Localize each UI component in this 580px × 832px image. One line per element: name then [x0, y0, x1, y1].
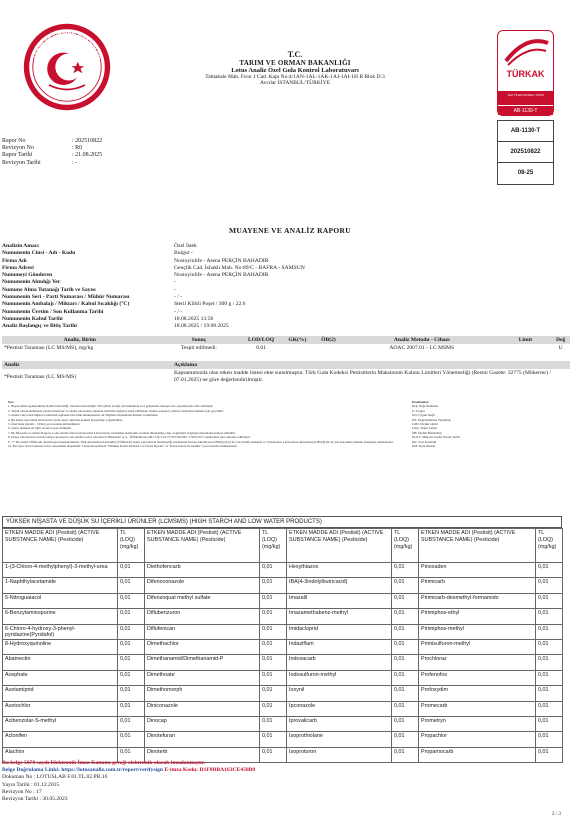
col-loq-4: TL (LOQ) (mg/kg) [536, 529, 563, 563]
result-method: AOAC 2007.01 - LC MSMS [389, 345, 455, 351]
pesticide-name: Aclonifen [3, 732, 118, 747]
verify-line [2, 767, 482, 774]
meta-key: Revizyon No [2, 145, 34, 152]
info-row [2, 287, 402, 294]
pesticide-loq: 0,01 [536, 624, 563, 639]
lab-city: Avcılar İSTANBUL/TÜRKİYE [260, 80, 330, 86]
lab-header [160, 50, 430, 86]
abbreviation-line: LOQ: Tespit Limiti [412, 426, 437, 431]
pesticide-loq: 0,01 [118, 732, 145, 747]
turkak-accreditation-logo [497, 30, 554, 116]
pesticide-name: Acephate [3, 670, 118, 685]
pesticide-loq: 0,01 [118, 747, 145, 762]
abbreviation-line: DY: Değerlendirme Yapılmadı [412, 417, 451, 422]
col-substance-2: ETKEN MADDE ADI (Pestisit) (ACTIVE SUBSTANCE NAME) (Pesticide) [145, 529, 260, 563]
col-result: Sonuç [157, 336, 240, 344]
pesticide-loq: 0,01 [392, 609, 419, 624]
pesticide-row [3, 563, 563, 578]
pesticide-loq: 0,01 [536, 716, 563, 731]
ministry-name: TARIM VE ORMAN BAKANLIĞI [239, 59, 351, 67]
pesticide-name: Diniconazole [145, 701, 260, 716]
meta-row [2, 152, 102, 159]
pesticide-name: Iodosulfuron-methyl [287, 670, 392, 685]
meta-row [2, 160, 102, 167]
lab-address: Tahtakale Mah. Fırın 1 Cad. Kapı No:4/1AN-1AL-1AK-1AJ-1AI-1H B Blok D:3 [205, 74, 385, 80]
pesticide-name: Pirimicarb [419, 578, 536, 593]
pesticide-loq: 0,01 [392, 593, 419, 608]
pesticide-row [3, 624, 563, 639]
doc-number: Dokuman No : LOTUSLAB F.01.TL.02.PR.16 [2, 774, 108, 781]
pesticide-loq: 0,01 [536, 747, 563, 762]
pesticide-name: Diflufenican [145, 624, 260, 639]
pesticide-loq: 0,01 [260, 639, 287, 654]
pesticide-name: Dinotefuran [145, 732, 260, 747]
pesticide-loq: 0,01 [118, 609, 145, 624]
pesticide-loq: 0,01 [392, 639, 419, 654]
pesticide-row [3, 701, 563, 716]
pesticide-name: Dimethachlor [145, 639, 260, 654]
pesticide-row [3, 655, 563, 670]
pesticide-loq: 0,01 [536, 639, 563, 654]
pesticide-loq: 0,01 [392, 578, 419, 593]
pesticide-loq: 0,01 [118, 655, 145, 670]
explanation-header-row [2, 361, 570, 369]
pesticide-header-row [3, 529, 563, 563]
pesticide-name: Pirimicarb-desmethyl-formamido [419, 593, 536, 608]
ministry-tc: T.C. [287, 50, 303, 59]
col-loq-3: TL (LOQ) (mg/kg) [392, 529, 419, 563]
publish-date: Yayın Tarihi : 01.12.2015 [2, 781, 60, 788]
pesticide-name: Dinocap [145, 716, 260, 731]
pesticide-name: Indaziflam [287, 639, 392, 654]
pesticide-name: Dinoterb [145, 747, 260, 762]
pesticide-name: Ioxynil [287, 686, 392, 701]
ministry-seal-logo [22, 22, 112, 112]
report-number-box: 202510822 [498, 142, 553, 163]
pesticide-loq: 0,01 [260, 670, 287, 685]
col-loq-2: TL (LOQ) (mg/kg) [260, 529, 287, 563]
col-ob: ÖB(2) [313, 336, 344, 344]
pesticide-loq: 0,01 [118, 701, 145, 716]
info-key: Numunenin Üretim / Son Kullanma Tarihi [2, 308, 104, 315]
info-value: 18.08.2025 / 19.08.2025 [174, 323, 229, 330]
pesticide-loq: 0,01 [118, 716, 145, 731]
pesticide-name: Acetochlor [3, 701, 118, 716]
pesticide-loq: 0,01 [260, 701, 287, 716]
result-limit [499, 344, 551, 352]
info-key: Analiz Başlangıç ve Bitiş Tarihi [2, 323, 77, 330]
note-line: 2. Taslak olarak numunede yapılan muayene ve analiz sonucunda yukarıda belirtilen değerler tespit edilmiştir. Analiz sonuçları yalnızca belirtilen numune için geçerlidir. [8, 408, 224, 413]
pesticide-name: Difenzoquat methyl sulfate [145, 593, 260, 608]
pesticide-name: Iprovalicarb [287, 716, 392, 731]
pesticide-loq: 0,01 [392, 747, 419, 762]
info-value: Gençlik Cad. İshaklı Mah. No:89/C - BAFRA - SAMSUN [174, 264, 305, 271]
document-footer [2, 760, 482, 803]
pesticide-name: Imazalil [287, 593, 392, 608]
pesticide-loq: 0,01 [118, 563, 145, 578]
accreditation-number: AB-1130-T [498, 121, 553, 142]
pesticide-loq: 0,01 [536, 732, 563, 747]
results-header-row [2, 336, 570, 344]
pesticide-row [3, 593, 563, 608]
pesticide-name: Promecarb [419, 701, 536, 716]
accreditation-box [497, 120, 554, 185]
pesticide-loq: 0,01 [392, 563, 419, 578]
meta-value: : R0 [72, 145, 83, 152]
abbreviation-line: Değ: Değerlendirme [412, 404, 439, 409]
info-row [2, 323, 402, 330]
pesticide-row [3, 609, 563, 624]
meta-key: Rapor Tarihi [2, 152, 33, 159]
meta-row [2, 138, 102, 145]
abbreviation-line: GK: Geri Kazanım [412, 439, 437, 444]
pesticide-loq: 0,01 [392, 624, 419, 639]
pesticide-name: IBA(4-3indolylbutricacid) [287, 578, 392, 593]
meta-key: Rapor No [2, 138, 26, 144]
col-substance-1: ETKEN MADDE ADI (Pestisit) (ACTIVE SUBSTANCE NAME) (Pesticide) [3, 529, 118, 563]
abbreviation-line: KM: Kuru Madde [412, 444, 436, 449]
note-line: 8. Deney laboratuvarı olarak faaliyet gösteren Lotus Analiz Gıda Laboratuvar Hizmetleri A.Ş., TÜRKAK'tan AB-1130-T ile TS EN ISO/IEC 17025:2017 standardına göre akredite edilmiştir. [8, 435, 251, 440]
pesticide-loq: 0,01 [260, 686, 287, 701]
info-value: - / - [174, 294, 183, 301]
pesticide-loq: 0,01 [260, 732, 287, 747]
result-gk [282, 344, 313, 352]
info-row [2, 272, 402, 279]
pesticide-name: Profoxydim [419, 686, 536, 701]
pesticide-loq: 0,01 [260, 563, 287, 578]
pesticide-loq: 0,01 [260, 716, 287, 731]
report-meta [2, 138, 102, 167]
note-line: 4. Bu analiz raporunun laboratuvar yazılı onayı olmadan kısmen kopyalanıp çoğaltılamaz. [8, 417, 123, 422]
expl-description: Kapsamımızda olan etken madde listesi ekte sunulmuştur. Türk Gıda Kodeksi Pestisitlerin Maksimum Kalıntı Limitleri Yönetmeliği (Resmi Gazete: 32775 (Mükerrer) / 07.01.2025) ne göre değerlendirilmiştir. [174, 370, 551, 383]
lab-name: Lotus Analiz Özel Gıda Kontrol Laboratuvarı [231, 67, 359, 74]
abbreviation-line: UD: Uygun Değil [412, 413, 435, 418]
pesticide-loq: 0,01 [536, 686, 563, 701]
pesticide-name: Ipconazole [287, 701, 392, 716]
pesticide-row [3, 670, 563, 685]
info-key: Numunenin Seri - Parti Numarası / Mühür Numarası [2, 294, 130, 301]
pesticide-loq: 0,01 [260, 624, 287, 639]
seal-arc-text: TARIM VE ORMAN BAKANLIĞI [31, 30, 103, 60]
info-value: Bulgur - [174, 250, 193, 257]
pesticide-loq: 0,01 [536, 655, 563, 670]
col-method: Analiz Metodu - Cihazı [344, 336, 499, 344]
info-value: 18.08.2025 13:56 [174, 315, 214, 322]
pesticide-name: Propamocarb [419, 747, 536, 762]
info-key: Numuneyi Gönderen [2, 272, 53, 279]
pesticide-name: 6-Chloro-4-hydroxy-3-phenyl-pyridazine(Pyridafol) [3, 624, 118, 639]
pesticide-loq: 0,01 [536, 701, 563, 716]
pesticide-loq: 0,01 [260, 655, 287, 670]
note-line: 7. Bu Muayene ve Analiz Raporu, Lotus Analiz Özel Gıda Kontrol Laboratuvarı tarafından elektronik ortamda imzalanmış olup, doğrulama bağlantısı üzerinden kontrol edilebilir. [8, 430, 236, 435]
info-key: Numunenin Ambalajı / Miktarı / Kabul Sıcaklığı (°C) [2, 301, 130, 308]
results-row [2, 344, 570, 352]
pesticide-row [3, 578, 563, 593]
pesticide-loq: 0,01 [392, 670, 419, 685]
revision-number: Revizyon No : 17 [2, 788, 42, 795]
info-row [2, 243, 402, 250]
pesticide-name: Propachlor [419, 732, 536, 747]
pesticide-name: 1-(3-Chloro-4-methylphenyl)-3-methyl-urea [3, 563, 118, 578]
pesticide-name: Prochloraz [419, 655, 536, 670]
pesticide-name: Profenofos [419, 670, 536, 685]
pesticide-name: Pirimiphos-methyl [419, 624, 536, 639]
pesticide-name: Imazamethabenz-methyl [287, 609, 392, 624]
col-eval: Değ [551, 336, 570, 344]
col-limit: Limit [499, 336, 551, 344]
report-title: MUAYENE VE ANALİZ RAPORU [228, 226, 351, 235]
abbreviation-line: LOD: Ölçüm Limiti [412, 422, 438, 427]
info-value: - / - [174, 308, 183, 315]
pesticide-loq: 0,01 [118, 686, 145, 701]
turkak-swoosh-icon [498, 31, 555, 71]
pesticide-name: 1-Naphthylacetamide [3, 578, 118, 593]
pesticide-loq: 0,01 [260, 593, 287, 608]
info-key: Numunenin Alındığı Yer [2, 279, 61, 286]
pesticide-row [3, 732, 563, 747]
pesticide-name: Dimethoate [145, 670, 260, 685]
col-lodloq: LOD/LOQ [240, 336, 281, 344]
pesticide-name: Pirimiphos-ethyl [419, 609, 536, 624]
note-line: 5. Özel İstek (Analiz - Ürün) çerçevesinde kullanılmıştır. [8, 422, 81, 427]
pesticide-loq: 0,01 [260, 609, 287, 624]
pesticide-name: Hexythiazox [287, 563, 392, 578]
pesticide-loq: 0,01 [392, 732, 419, 747]
turkak-standard: Test TS EN ISO/IEC 17025 [498, 91, 553, 105]
month-year-box: 08-25 [517, 170, 534, 176]
info-value: - [174, 286, 176, 293]
abbr-heading: Kısaltmalar: [412, 400, 430, 404]
esign-notice: Bu belge 5070 sayılı Elektronik İmza Kanunu gereği elektronik olarak imzalanmıştır. [2, 760, 205, 766]
pesticide-name: Imidacloprid [287, 624, 392, 639]
result-ob [313, 344, 344, 352]
abbreviation-line: U: Uygun [412, 408, 425, 413]
col-substance-4: ETKEN MADDE ADI (Pestisit) (ACTIVE SUBSTANCE NAME) (Pesticide) [419, 529, 536, 563]
info-value: Steril Kilitli Poşet / 300 g / 22.6 [174, 301, 246, 308]
turkak-word: TÜRKAK [506, 69, 545, 79]
info-row [2, 279, 402, 286]
pesticide-name: Alachlor [3, 747, 118, 762]
pesticide-name: 6-Benzylaminopurine [3, 609, 118, 624]
info-key: Firma Adresi [2, 264, 34, 271]
pesticide-name: Primisulfuron-methyl [419, 639, 536, 654]
col-loq-1: TL (LOQ) (mg/kg) [118, 529, 145, 563]
pesticide-name: Diethofencarb [145, 563, 260, 578]
note-line: 10. Bu rapor www.lotusiab.com.tr adresinden ulaşılabilir. Laboratuvarımızda "Numune Kabul Kriterleri ve Fatura Beyanı" ve "Karar Kuralı Prosedürü" çerçevesinde tutulmaktadır. [8, 444, 238, 449]
pesticide-loq: 0,01 [392, 701, 419, 716]
info-value: - [174, 279, 176, 286]
meta-value: : 21.08.2025 [72, 152, 103, 159]
pesticide-section-title: YÜKSEK NİŞASTA VE DÜŞÜK SU İÇERİKLİ ÜRÜNLER (LCMSMS) (HIGH STARCH AND LOW WATER PRODUCTS) [2, 516, 562, 528]
col-gk: GK(%) [282, 336, 313, 344]
pesticide-name: Acibenzolar-S-methyl [3, 716, 118, 731]
info-row [2, 316, 402, 323]
pesticide-name: Indoxacarb [287, 655, 392, 670]
results-table [2, 336, 570, 352]
info-key: Analizin Amacı [2, 243, 39, 249]
explanation-row [2, 369, 570, 385]
note-line: 9. "*" Bu analiz TÜRKAK akreditasyon kapsamındadır. Türk Akreditasyon Kurumu (TÜRKAK) deney raporlarının tanınmışlığı konusunda Avrupa Akreditasyon Birliği (EA) ile Çok Taraflı Anlaşma ve Uluslararası Laboratuvar Akreditasyon Birliği (ILAC) ile karşılıklı tanınma anlaşması imzalamıştır. [8, 439, 394, 444]
info-key: Numunenin Cinsi - Adı - Kodu [2, 250, 76, 257]
notes-heading: Not: [8, 400, 15, 404]
result-analysis: *Pestisit Taraması (LC MS/MS), mg/kg [4, 345, 94, 351]
info-row [2, 309, 402, 316]
pesticide-loq: 0,01 [536, 563, 563, 578]
pesticide-name: Acetamiprid [3, 686, 118, 701]
abbreviations [412, 400, 562, 448]
pesticide-loq: 0,01 [392, 655, 419, 670]
result-value: Tespit edilmedi. [180, 345, 217, 351]
pesticide-loq: 0,01 [536, 578, 563, 593]
col-analysis: Analiz, Birim [2, 336, 157, 344]
explanation-table [2, 361, 570, 385]
pesticide-name: Isoproturon [287, 747, 392, 762]
abbreviation-line: ÖB: Ölçüm Belirsizliği [412, 430, 442, 435]
pesticide-name: Difenoconazole [145, 578, 260, 593]
col-expl-desc: Açıklama [172, 361, 570, 369]
pesticide-name: 8-Hydroxyquinoline [3, 639, 118, 654]
pesticide-name: Pinoxaden [419, 563, 536, 578]
pesticide-name: Prometryn [419, 716, 536, 731]
info-value: Nostoyinlife - Asena PERÇİN BAHADIR [174, 272, 269, 279]
esign-code: E-imza Kodu: D1F0BBA163CE450B0 [164, 767, 256, 774]
sample-info [2, 243, 402, 331]
pesticide-row [3, 686, 563, 701]
pesticide-loq: 0,01 [118, 670, 145, 685]
meta-value: : - [72, 159, 78, 166]
verify-link[interactable]: Belge Doğrulama Linki: https://lotusanaliz.com.tr/report/verifysign [2, 767, 164, 774]
pesticide-name: Abamectin [3, 655, 118, 670]
info-row [2, 258, 402, 265]
col-expl-analysis: Analiz [2, 361, 172, 369]
result-lodloq: 0.01 [256, 345, 266, 351]
info-value: Özel İstek [174, 243, 197, 249]
pesticide-loq: 0,01 [392, 716, 419, 731]
expl-analysis: *Pestisit Taraması (LC MS/MS) [4, 374, 77, 380]
info-row [2, 250, 402, 257]
info-row [2, 301, 402, 308]
meta-row [2, 145, 102, 152]
turkak-code: AB-1130-T [498, 105, 553, 115]
pesticide-row [3, 716, 563, 731]
revision-date: Revizyon Tarihi : 30.05.2023 [2, 796, 68, 803]
pesticide-loq: 0,01 [118, 639, 145, 654]
pesticide-loq: 0,01 [536, 593, 563, 608]
page-number: 2 / 3 [552, 812, 561, 817]
note-line: 1. Beyan edilen genişletilmiş ölçüm belirsizliği, standart belirsizliğin %95 güven aralığı için kullanılan k=2 genişletme katsayısı ile çarpılmasıyla elde edilmiştir. [8, 404, 214, 409]
info-key: Numunenin Kabul Tarihi [2, 315, 63, 322]
pesticide-loq: 0,01 [536, 670, 563, 685]
pesticide-loq: 0,01 [536, 609, 563, 624]
pesticide-name: Diflubenzuron [145, 609, 260, 624]
abbreviation-line: M.N.T: Miktarla Tayini Yoktur Tarihi [412, 435, 460, 440]
info-key: Numune Alma Tutanağı Tarih ve Sayısı [2, 286, 96, 293]
pesticide-loq: 0,01 [118, 593, 145, 608]
pesticide-name: 5-Nitroguaiacol [3, 593, 118, 608]
info-value: Nostoyinlife - Asena PERÇİN BAHADIR [174, 257, 269, 264]
pesticide-name: Dimethanamid/Dimethanamid-P [145, 655, 260, 670]
meta-key: Revizyon Tarihi [2, 159, 41, 166]
pesticide-loq: 0,01 [118, 624, 145, 639]
pesticide-loq: 0,01 [260, 747, 287, 762]
pesticide-loq: 0,01 [260, 578, 287, 593]
note-line: 6. Sonuç numune ile ilgili olarak beyan edilmiştir. [8, 426, 72, 431]
meta-value: : 202510822 [72, 138, 103, 144]
result-eval: U [558, 345, 563, 351]
pesticide-loq: 0,01 [392, 686, 419, 701]
pesticide-name: Dimethomorph [145, 686, 260, 701]
pesticide-name: Isoprothiolane [287, 732, 392, 747]
info-key: Firma Adı [2, 257, 27, 264]
note-line: 3. Analiz talep eden müşteri tarafından sağlanan özel ürün numunelerine ait bilgilerle ilintisinden müşteri sorumludur. [8, 413, 159, 418]
pesticide-table [2, 528, 563, 763]
pesticide-loq: 0,01 [118, 578, 145, 593]
pesticide-row [3, 639, 563, 654]
report-notes [8, 400, 404, 448]
col-substance-3: ETKEN MADDE ADI (Pestisit) (ACTIVE SUBSTANCE NAME) (Pesticide) [287, 529, 392, 563]
